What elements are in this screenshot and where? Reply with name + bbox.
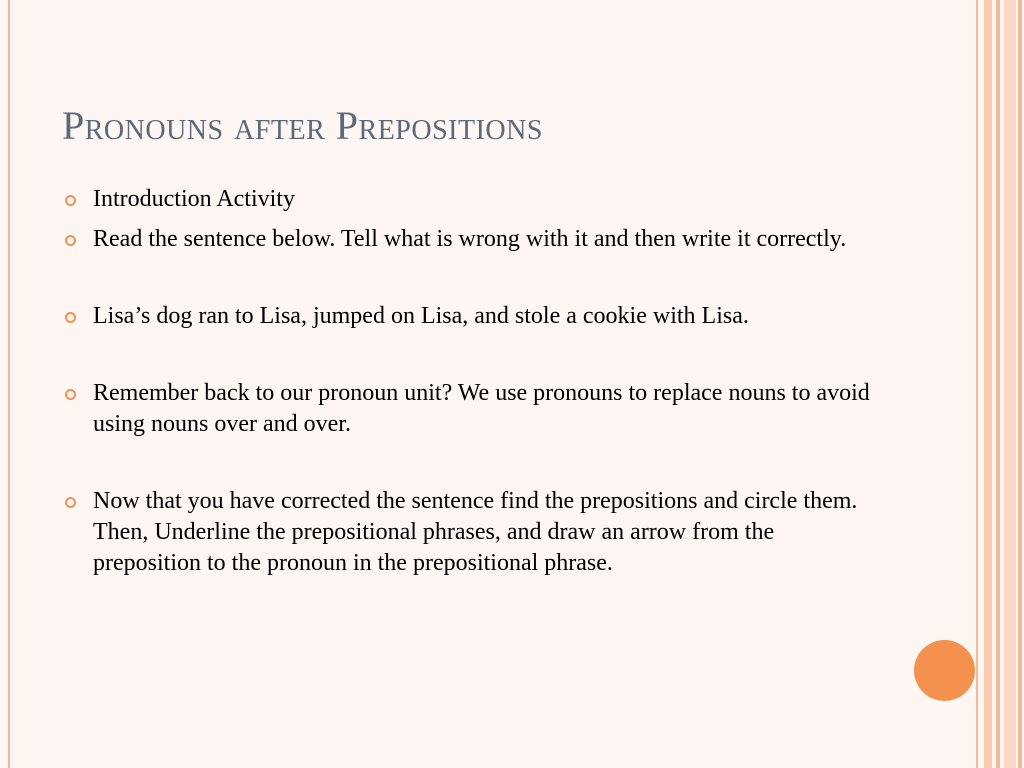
right-border-stripe	[996, 0, 1000, 768]
right-border-stripe	[1004, 0, 1016, 768]
bullet-icon	[65, 497, 76, 508]
bullet-list	[62, 184, 882, 579]
bullet-icon	[65, 389, 76, 400]
right-border-stripe	[1018, 0, 1022, 768]
list-item	[62, 224, 882, 255]
list-item	[62, 378, 882, 440]
list-item-text: Introduction Activity	[93, 186, 295, 212]
list-item-text: Remember back to our pronoun unit? We use pronouns to replace nouns to avoid using nouns over and over.	[93, 380, 870, 437]
bullet-icon	[65, 312, 76, 323]
list-item-text: Now that you have corrected the sentence find the prepositions and circle them. Then, Underline the prepositional phrases, and draw an arrow from the preposition to the pronoun in the prepositional phrase.	[93, 488, 858, 576]
orange-circle-decoration	[914, 640, 975, 701]
list-item	[62, 301, 882, 332]
right-border-stripe	[976, 0, 978, 768]
right-border-stripe	[984, 0, 992, 768]
list-item-text: Lisa’s dog ran to Lisa, jumped on Lisa, and stole a cookie with Lisa.	[93, 303, 749, 329]
left-border-line	[8, 0, 10, 768]
list-item	[62, 184, 882, 215]
list-item	[62, 486, 882, 579]
list-item-text: Read the sentence below. Tell what is wrong with it and then write it correctly.	[93, 226, 847, 252]
bullet-icon	[65, 195, 76, 206]
bullet-icon	[65, 235, 76, 246]
slide-title: Pronouns after Prepositions	[62, 103, 543, 148]
